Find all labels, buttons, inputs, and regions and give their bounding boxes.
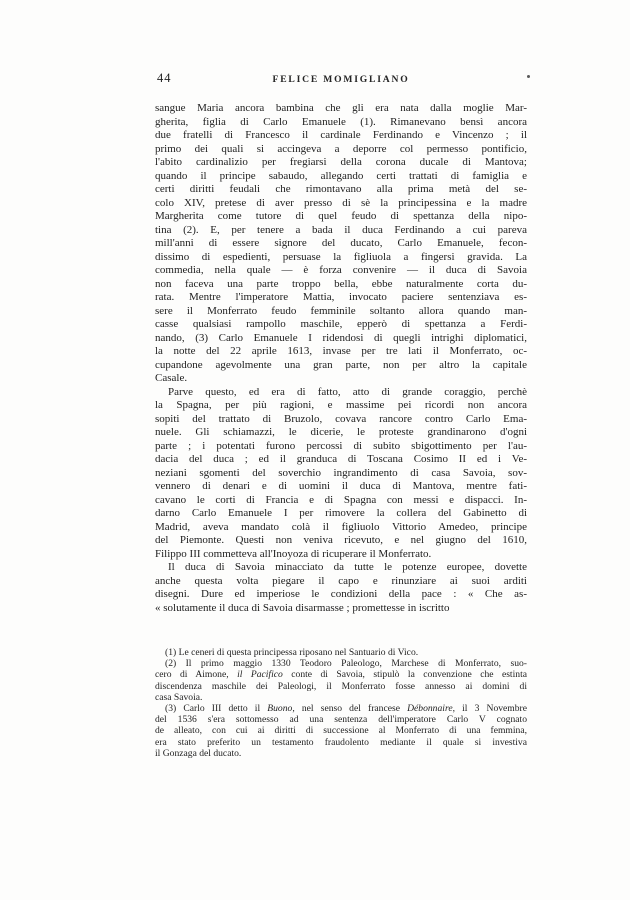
text-line: disegni. Dure ed imperiose le condizioni della pace : « Che as- bbox=[155, 588, 527, 600]
text-line: primo dei quali si accingeva a deporre col permesso pontificio, bbox=[155, 142, 527, 155]
text-line: Margherita come tutore di quel feudo di spettanza della nipo- bbox=[155, 210, 527, 222]
text-line: sopiti del trattato di Bruzolo, covava rancore contro Carlo Ema- bbox=[155, 412, 527, 425]
footnote-line bbox=[155, 714, 527, 725]
footnote-text: conte di Savoia, stipulò la convenzione che estinta bbox=[282, 669, 527, 681]
text-line: sere il Monferrato feudo femminile soltanto allora quando man- bbox=[155, 304, 527, 317]
footnote-text: del 1536 s'era sottomesso ad una sentenza dell'imperatore Carlo V cognato bbox=[155, 714, 527, 726]
footnote-italic-text: Débonnaire bbox=[407, 702, 453, 714]
footnote-line bbox=[155, 669, 527, 680]
footnote-text: (3) Carlo III detto il bbox=[165, 702, 268, 714]
footnote-text: il Gonzaga del ducato. bbox=[155, 747, 242, 759]
text-line: commedia, nella quale — è forza convenire — il duca di Savoia bbox=[155, 264, 527, 276]
text-line: Madrid, aveva mandato colà il figliuolo Vittorio Amedeo, principe bbox=[155, 520, 527, 533]
footnote-line bbox=[155, 737, 527, 748]
footnote-italic-text: Buono bbox=[267, 702, 293, 714]
footnote-text: , il 3 Novembre bbox=[452, 702, 527, 714]
text-line: rata. Mentre l'imperatore Mattia, invocato paciere sentenziava es- bbox=[155, 291, 527, 303]
text-line: quando il principe sabaudo, allegando certi trattati di famiglia e bbox=[155, 169, 527, 182]
footnote-line bbox=[155, 681, 527, 692]
text-line: nando, (3) Carlo Emanuele I ridendosi di quegli intrighi diplomatici, bbox=[155, 331, 527, 344]
text-line: la Spagna, per più ragioni, e massime pei ricordi non ancora bbox=[155, 399, 527, 411]
running-title: FELICE MOMIGLIANO bbox=[272, 74, 410, 85]
text-line: Parve questo, ed era di fatto, atto di grande coraggio, perchè bbox=[168, 385, 527, 398]
body-text bbox=[155, 102, 527, 615]
footnote-line bbox=[155, 658, 527, 669]
text-line: sangue Maria ancora bambina che gli era nata dalla moglie Mar- bbox=[155, 102, 527, 114]
footnote-text: cero di Aimone, bbox=[155, 669, 238, 681]
footnote-text: (2) Il primo maggio 1330 Teodoro Paleologo, Marchese di Monferrato, suo- bbox=[165, 658, 527, 670]
text-line: certi diritti feudali che rimontavano alla prima metà del se- bbox=[155, 183, 527, 195]
footnote-italic-text: il Pacifico bbox=[237, 669, 283, 681]
text-line: Casale. bbox=[155, 372, 188, 384]
text-line: non faceva una parte troppo bella, ebbe naturalmente corta du- bbox=[155, 277, 527, 290]
text-line: Il duca di Savoia minacciato da tutte le potenze europee, dovette bbox=[168, 561, 527, 573]
text-line: vennero di denari e di uomini il duca di Mantova, mentre fati- bbox=[155, 480, 527, 492]
text-line: tina (2). E, per tenere a bada il duca Ferdinando a cui pareva bbox=[155, 223, 527, 236]
text-line: cupandone agevolmente una gran parte, non per altro la capitale bbox=[155, 358, 527, 371]
text-line: due fratelli di Francesco il cardinale Ferdinando e Vincenzo ; il bbox=[155, 129, 527, 141]
text-line: mill'anni di essere signore del ducato, Carlo Emanuele, fecon- bbox=[155, 237, 527, 249]
page-header bbox=[155, 71, 527, 87]
footnote-line bbox=[155, 725, 527, 736]
text-line: neziani sgomenti del soverchio ingrandimento di casa Savoia, sov- bbox=[155, 466, 527, 479]
text-line: colo XIV, pretese di aver presso di sè la principessina e la madre bbox=[155, 196, 527, 209]
text-line: « solutamente il duca di Savoia disarmasse ; promettesse in iscritto bbox=[155, 601, 450, 614]
page-number: 44 bbox=[157, 71, 172, 85]
footnotes bbox=[155, 647, 527, 759]
text-line: dacia del duca ; ed il granduca di Toscana Cosimo II ed i Ve- bbox=[155, 453, 527, 465]
footnote-line bbox=[155, 647, 527, 658]
text-line: gherita, figlia di Carlo Emanuele (1). Rimanevano bensì ancora bbox=[155, 115, 527, 128]
text-line: parte ; i potentati furono percossi di subito sbigottimento per l'au- bbox=[155, 439, 527, 452]
footnote-text: (1) Le ceneri di questa principessa riposano nel Santuario di Vico. bbox=[165, 647, 419, 658]
text-line: cavano le corti di Francia e di Spagna con messi e dispacci. In- bbox=[155, 493, 527, 506]
footnote-text: casa Savoia. bbox=[155, 691, 203, 703]
footnote-text: , nel senso del francese bbox=[292, 702, 408, 714]
footnote-text: era stato preferito un testamento fraudolento mediante il quale si investiva bbox=[155, 736, 527, 748]
text-line: darno Carlo Emanuele I per rimovere la collera del Gabinetto di bbox=[155, 507, 527, 519]
footnote-line bbox=[155, 748, 527, 759]
footnote-line bbox=[155, 692, 527, 703]
text-line: dissimo di espedienti, persuase la figliuola a fingersi gravida. La bbox=[155, 250, 527, 263]
text-line: Filippo III commetteva all'Inoyoza di ricuperare il Monferrato. bbox=[155, 547, 432, 560]
footnote-text: discendenza maschile dei Paleologi, il Monferrato fosse annesso ai domini di bbox=[155, 680, 527, 692]
text-line: la notte del 22 aprile 1613, invase per tre lati il Monferrato, oc- bbox=[155, 345, 527, 357]
footnote-line bbox=[155, 703, 527, 714]
text-line: anche questa volta piegare il capo e rinunziare ai suoi arditi bbox=[155, 574, 527, 587]
text-line: l'abito cardinalizio per fregiarsi della corona ducale di Mantova; bbox=[155, 156, 527, 168]
footnote-text: de alleato, con cui ai diritti di successione al Monferrato di una femmina, bbox=[155, 725, 527, 737]
print-speck bbox=[527, 75, 530, 78]
text-line: del Piemonte. Questi non veniva ricevuto, e nel giugno del 1610, bbox=[155, 534, 527, 546]
text-line: nuele. Gli schiamazzi, le dicerie, le proteste grandinarono d'ogni bbox=[155, 426, 527, 438]
text-line: casse qualsiasi rampollo maschile, epperò di spettanza a Ferdi- bbox=[155, 318, 527, 330]
